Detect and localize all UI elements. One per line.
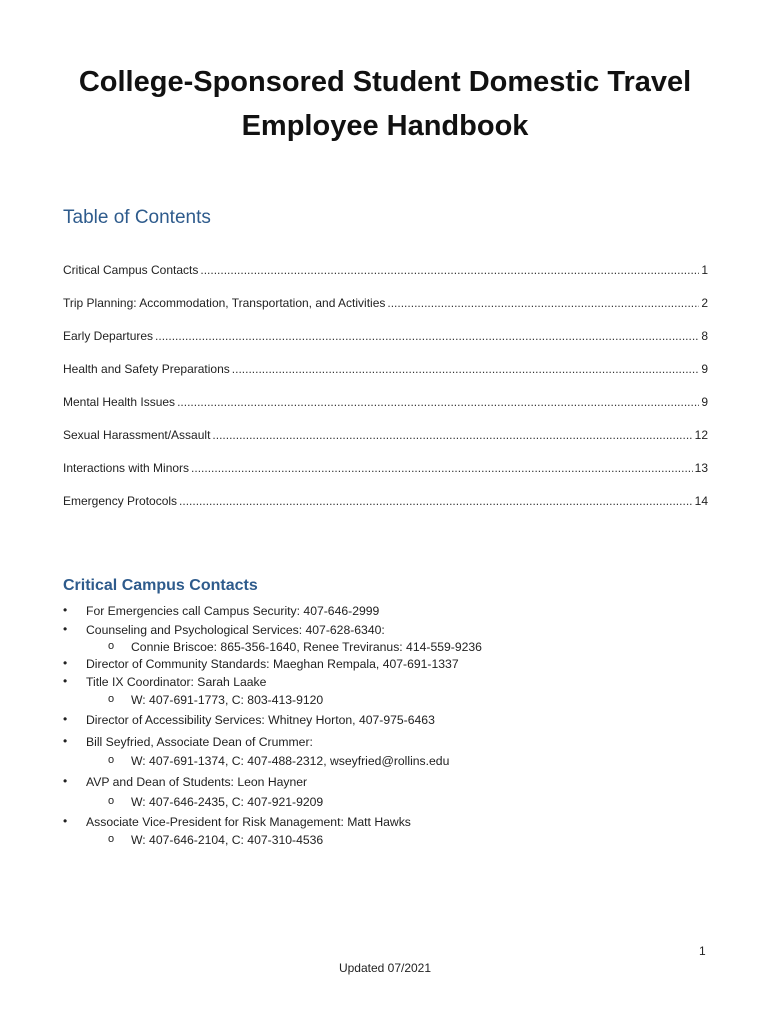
- toc-leader-dots: [155, 329, 699, 343]
- toc-entry-label: Trip Planning: Accommodation, Transportation, and Activities: [63, 296, 386, 310]
- bullet-icon: •: [63, 603, 68, 617]
- toc-leader-dots: [177, 395, 699, 409]
- toc-leader-dots: [232, 362, 700, 376]
- toc-entry-label: Emergency Protocols: [63, 494, 178, 508]
- bullet-icon: •: [63, 712, 68, 726]
- sub-bullet-icon: o: [108, 640, 115, 652]
- toc-entry-page: 1: [701, 263, 708, 277]
- toc-entry-page: 9: [701, 362, 708, 376]
- toc-leader-dots: [387, 296, 699, 310]
- contact-email-line[interactable]: W: 407-691-1374, C: 407-488-2312, wseyfried@rollins.edu: [131, 754, 450, 768]
- contact-text: Bill Seyfried, Associate Dean of Crummer:: [86, 735, 313, 749]
- bullet-icon: •: [63, 774, 68, 788]
- contact-text: Title IX Coordinator: Sarah Laake: [86, 675, 267, 689]
- contact-text: Counseling and Psychological Services: 407-628-6340:: [86, 623, 385, 637]
- document-title: [40, 60, 730, 148]
- toc-entry-label: Interactions with Minors: [63, 461, 190, 475]
- sub-bullet-icon: o: [108, 795, 115, 807]
- contact-text: AVP and Dean of Students: Leon Hayner: [86, 775, 308, 789]
- toc-entry-page: 13: [694, 461, 708, 475]
- contact-text: Director of Accessibility Services: Whitney Horton, 407-975-6463: [86, 713, 435, 727]
- sub-bullet-icon: o: [108, 693, 115, 705]
- bullet-icon: •: [63, 674, 68, 688]
- toc-leader-dots: [212, 428, 692, 442]
- contact-text: W: 407-646-2104, C: 407-310-4536: [131, 833, 324, 847]
- contact-text: Associate Vice-President for Risk Management: Matt Hawks: [86, 815, 411, 829]
- sub-bullet-icon: o: [108, 833, 115, 845]
- contact-text: W: 407-691-1773, C: 803-413-9120: [131, 693, 324, 707]
- toc-entry-page: 14: [694, 494, 708, 508]
- contact-text: For Emergencies call Campus Security: 407-646-2999: [86, 604, 380, 618]
- toc-leader-dots: [191, 461, 693, 475]
- toc-entry-trip-planning[interactable]: [63, 296, 708, 310]
- bullet-icon: •: [63, 622, 68, 636]
- toc-entry-health-safety[interactable]: [63, 362, 708, 376]
- toc-entry-mental-health[interactable]: [63, 395, 708, 409]
- toc-entry-interactions-minors[interactable]: [63, 461, 708, 475]
- page-number: 1: [699, 944, 706, 958]
- bullet-icon: •: [63, 734, 68, 748]
- contact-text: Director of Community Standards: Maeghan Rempala, 407-691-1337: [86, 657, 459, 671]
- section-heading-critical-contacts: Critical Campus Contacts: [63, 577, 258, 594]
- title-line-1: College-Sponsored Student Domestic Travel: [78, 66, 692, 98]
- toc-entry-page: 8: [701, 329, 708, 343]
- title-line-2: Employee Handbook: [241, 110, 529, 142]
- toc-entry-sexual-harassment[interactable]: [63, 428, 708, 442]
- sub-bullet-icon: o: [108, 754, 115, 766]
- footer-updated-date: Updated 07/2021: [338, 961, 432, 975]
- toc-entry-label: Critical Campus Contacts: [63, 263, 199, 277]
- toc-entry-early-departures[interactable]: [63, 329, 708, 343]
- toc-entry-page: 9: [701, 395, 708, 409]
- contact-text: W: 407-646-2435, C: 407-921-9209: [131, 795, 324, 809]
- toc-leader-dots: [200, 263, 699, 277]
- toc-leader-dots: [179, 494, 693, 508]
- toc-entry-label: Early Departures: [63, 329, 154, 343]
- bullet-icon: •: [63, 814, 68, 828]
- toc-entry-label: Sexual Harassment/Assault: [63, 428, 211, 442]
- toc-heading: Table of Contents: [63, 207, 211, 228]
- toc-entry-critical-contacts[interactable]: [63, 263, 708, 277]
- toc-entry-label: Health and Safety Preparations: [63, 362, 230, 376]
- toc-entry-label: Mental Health Issues: [63, 395, 176, 409]
- contact-text: Connie Briscoe: 865-356-1640, Renee Treviranus: 414-559-9236: [131, 640, 482, 654]
- toc-entry-emergency-protocols[interactable]: [63, 494, 708, 508]
- toc-entry-page: 2: [701, 296, 708, 310]
- bullet-icon: •: [63, 656, 68, 670]
- toc-entry-page: 12: [694, 428, 708, 442]
